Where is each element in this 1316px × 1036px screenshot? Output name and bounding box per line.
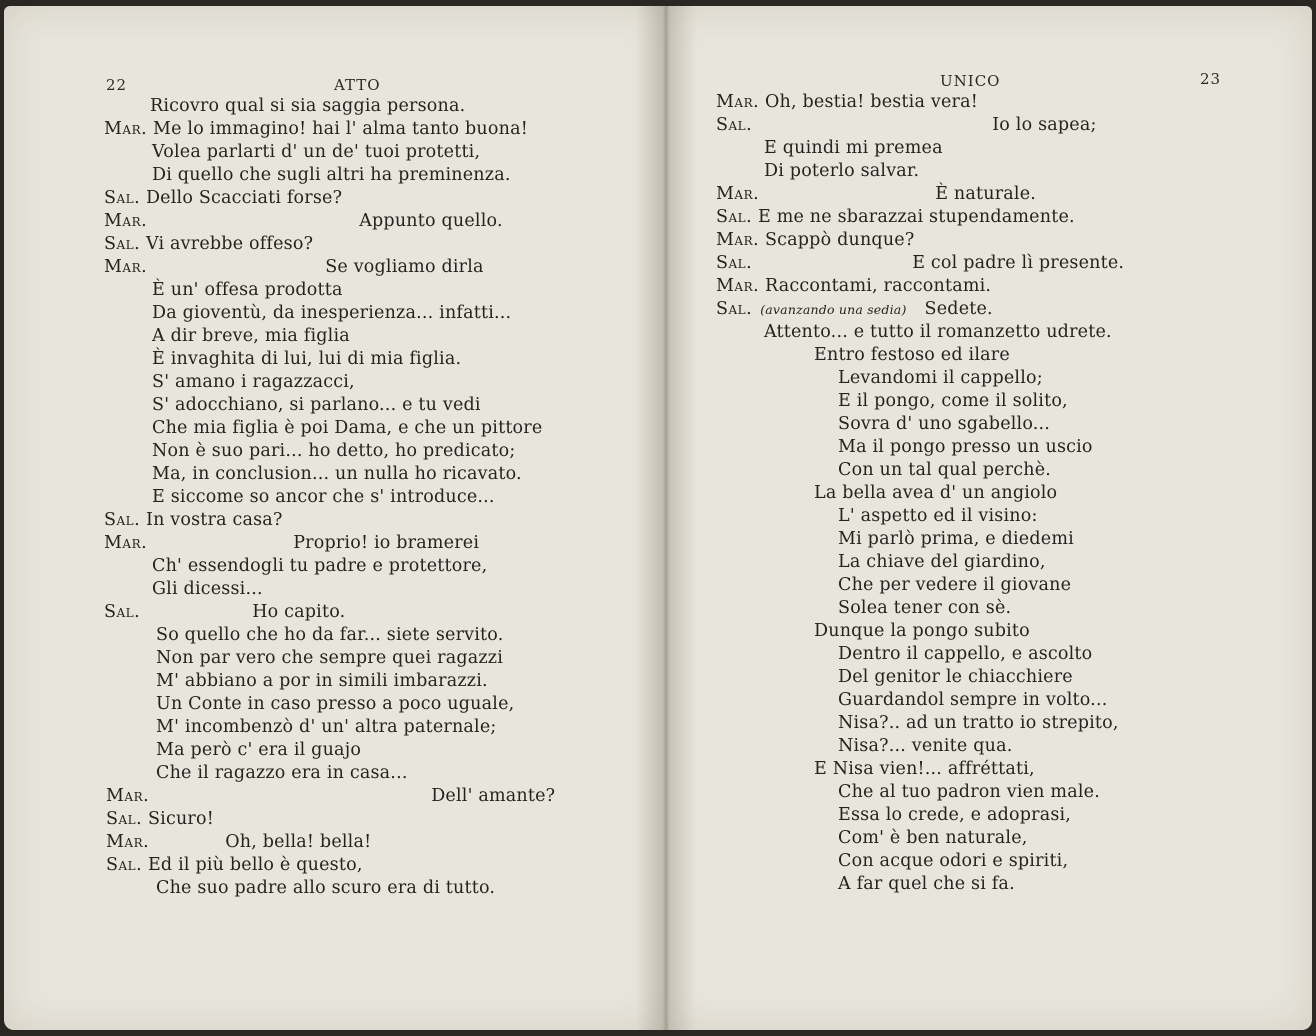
speaker-label: Sal. [716,253,753,273]
text-line: E quindi mi premea [764,138,943,158]
speaker-label: Mar. [716,276,760,296]
right-running-head: UNICO [940,72,1001,90]
speaker-label: Sal. [104,510,141,530]
speaker-label: Sal. [106,809,143,829]
speaker-label: Mar. [104,257,148,277]
text-line: Sal. Io lo sapea; [716,115,1097,135]
text-line: È invaghita di lui, lui di mia figlia. [152,349,462,369]
text-line: Gli dicessi... [152,579,263,599]
speaker-label: Sal. [716,299,753,319]
text-line: S' amano i ragazzacci, [152,372,355,392]
text-line: Sal. Ed il più bello è questo, [106,855,363,875]
text-line: S' adocchiano, si parlano... e tu vedi [152,395,481,415]
text-line: Mar. Se vogliamo dirla [104,257,484,277]
left-page-number: 22 [106,76,128,94]
speaker-label: Mar. [104,211,148,231]
speaker-label: Sal. [716,115,753,135]
text-line: Che per vedere il giovane [838,575,1072,595]
text-line: Mar. Scappò dunque? [716,230,915,250]
text-line: Mar. Me lo immagino! hai l' alma tanto buona! [104,119,528,139]
text-line: E siccome so ancor che s' introduce... [152,487,495,507]
speaker-label: Mar. [104,119,148,139]
text-line: So quello che ho da far... siete servito. [156,625,504,645]
text-line: E il pongo, come il solito, [838,391,1068,411]
text-line: Di poterlo salvar. [764,161,920,181]
text-line: Mar. Appunto quello. [104,211,503,231]
speaker-label: Mar. [104,533,148,553]
text-line: Non par vero che sempre quei ragazzi [156,648,504,668]
text-line: Mar. Dell' amante? [106,786,556,806]
text-line: Essa lo crede, e adoprasi, [838,805,1072,825]
speaker-label: Sal. [104,234,141,254]
text-line: Nisa?.. ad un tratto io strepito, [838,713,1119,733]
left-running-head: ATTO [334,76,381,94]
text-line: Nisa?... venite qua. [838,736,1013,756]
speaker-label: Sal. [104,188,141,208]
text-line: E Nisa vien!... affréttati, [814,759,1035,779]
text-line: Mar. Proprio! io bramerei [104,533,480,553]
text-line: A dir breve, mia figlia [152,326,350,346]
text-line: Che mia figlia è poi Dama, e che un pittore [152,418,543,438]
text-line: Che al tuo padron vien male. [838,782,1100,802]
text-line: Levandomi il cappello; [838,368,1043,388]
text-line: È un' offesa prodotta [152,280,343,300]
text-line: Guardandol sempre in volto... [838,690,1108,710]
text-line: M' abbiano a por in simili imbarazzi. [156,671,488,691]
speaker-label: Sal. [106,855,143,875]
text-line: Di quello che sugli altri ha preminenza. [152,165,511,185]
speaker-label: Sal. [716,207,753,227]
text-line: Volea parlarti d' un de' tuoi protetti, [152,142,481,162]
text-line: La chiave del giardino, [838,552,1046,572]
text-line: Sal. Ho capito. [104,602,346,622]
text-line: Sal. Sicuro! [106,809,214,829]
text-line: Da gioventù, da inesperienza... infatti... [152,303,512,323]
text-line: Mar. Oh, bestia! bestia vera! [716,92,978,112]
text-line: Sal. Vi avrebbe offeso? [104,234,314,254]
speaker-label: Mar. [106,786,150,806]
text-line: Solea tener con sè. [838,598,1012,618]
text-line: Mar. Oh, bella! bella! [106,832,372,852]
speaker-label: Mar. [716,184,760,204]
text-line: Attento... e tutto il romanzetto udrete. [764,322,1112,342]
text-line: Non è suo pari... ho detto, ho predicato; [152,441,516,461]
text-line: Ma il pongo presso un uscio [838,437,1093,457]
text-line: Con acque odori e spiriti, [838,851,1069,871]
text-line: Che suo padre allo scuro era di tutto. [156,878,496,898]
text-line: Entro festoso ed ilare [814,345,1010,365]
text-line: Ricovro qual si sia saggia persona. [150,96,466,116]
text-line: Sal. In vostra casa? [104,510,283,530]
text-line: Ma però c' era il guajo [156,740,362,760]
text-line: Dentro il cappello, e ascolto [838,644,1093,664]
text-line: Che il ragazzo era in casa... [156,763,408,783]
text-line: Ch' essendogli tu padre e protettore, [152,556,488,576]
text-line: Dunque la pongo subito [814,621,1030,641]
text-line: Mar. È naturale. [716,184,1037,204]
text-line: Mar. Raccontami, raccontami. [716,276,992,296]
text-line: Sal. (avanzando una sedia) Sedete. [716,299,993,319]
text-line: M' incombenzò d' un' altra paternale; [156,717,497,737]
speaker-label: Mar. [106,832,150,852]
text-line: Con un tal qual perchè. [838,460,1052,480]
text-line: Mi parlò prima, e diedemi [838,529,1074,549]
text-line: A far quel che si fa. [838,874,1015,894]
text-line: Sal. Dello Scacciati forse? [104,188,343,208]
text-line: L' aspetto ed il visino: [838,506,1038,526]
stage-direction: (avanzando una sedia) [760,302,907,317]
text-line: Del genitor le chiacchiere [838,667,1073,687]
right-page-number: 23 [1200,70,1222,88]
text-line: Ma, in conclusion... un nulla ho ricavato. [152,464,522,484]
text-line: Sovra d' uno sgabello... [838,414,1051,434]
text-line: La bella avea d' un angiolo [814,483,1058,503]
speaker-label: Sal. [104,602,141,622]
text-line: Sal. E col padre lì presente. [716,253,1125,273]
text-line: Un Conte in caso presso a poco uguale, [156,694,515,714]
speaker-label: Mar. [716,92,760,112]
speaker-label: Mar. [716,230,760,250]
text-line: Com' è ben naturale, [838,828,1028,848]
text-line: Sal. E me ne sbarazzai stupendamente. [716,207,1075,227]
